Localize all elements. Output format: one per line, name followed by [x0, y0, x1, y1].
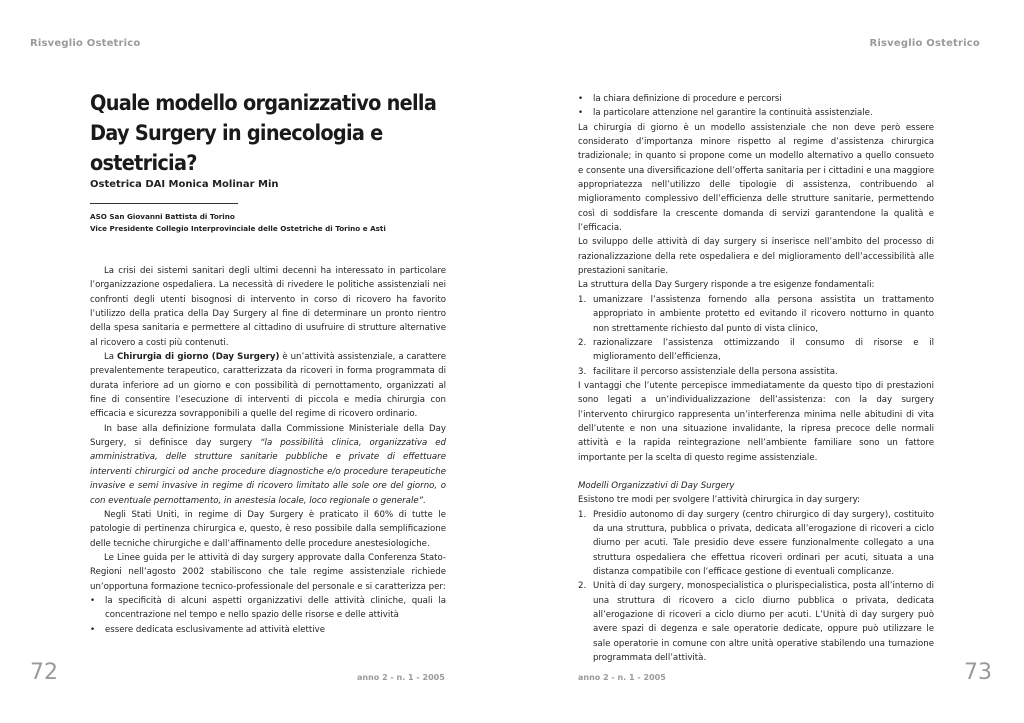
list-item [90, 623, 446, 637]
text-run: La [104, 352, 117, 363]
page-number-left: 72 [30, 660, 58, 685]
issue-info-right: anno 2 - n. 1 - 2005 [578, 673, 666, 682]
running-header-left: Risveglio Ostetrico [30, 38, 141, 49]
paragraph [90, 350, 446, 422]
paragraph: La crisi dei sistemi sanitari degli ultimi decenni ha interessato in particolare l’organizzazione ospedaliera. La necessità di rivedere le politiche assistenziali nei confronti degli utenti bisognosi di intervento in corso di ricovero ha favorito l’utilizzo della pratica della Day Surgery al fine di determinare un pronto rientro della spesa sanitaria e permettere al cittadino di usufruire di strutture alternative al ricovero a costi più contenuti. [90, 266, 446, 348]
list-number: 2. [578, 337, 587, 348]
affiliation-line: ASO San Giovanni Battista di Torino [90, 212, 235, 221]
article-title: Quale modello organizzativo nella Day Surgery in ginecologia e ostetricia? [90, 91, 437, 175]
paragraph: Esistono tre modi per svolgere l’attività chirurgica in day surgery: [578, 495, 860, 506]
list-item [578, 365, 934, 379]
author-affiliation [90, 211, 386, 235]
bullet-list [90, 594, 446, 637]
quoted-definition: “la possibilità clinica, organizzativa ed amministrativa, delle strutture sanitarie pubbliche e private di effettuare interventi chirurgici od anche procedure diagnostiche e/o procedure terapeutiche invasive e semi invasive in regime di ricovero limitato alle sole ore del giorno, o con eventuale pernottamento, in anestesia locale, loco regionale o generale”. [90, 438, 446, 506]
list-item [578, 106, 934, 120]
list-item-text: facilitare il percorso assistenziale della persona assistita. [593, 366, 838, 377]
list-item [578, 508, 934, 580]
page-number-right: 73 [964, 660, 992, 685]
bullet-icon: • [90, 624, 96, 635]
list-item [578, 579, 934, 665]
paragraph: La struttura della Day Surgery risponde a tre esigenze fondamentali: [578, 280, 875, 291]
bullet-list [578, 92, 934, 121]
numbered-list [578, 508, 934, 666]
author-divider [90, 203, 238, 204]
list-number: 2. [578, 581, 587, 592]
section-heading: Modelli Organizzativi di Day Surgery [578, 480, 735, 491]
list-number: 1. [578, 294, 587, 305]
list-item-text: Unità di day surgery, monospecialistica o plurispecialistica, posta all’interno di una struttura di ricovero a ciclo diurno pubblica o privata, dedicata all’erogazione di ricoveri a ciclo diurno per acuti. L’Unità di day surgery può avere spazi di degenza e sale operatorie dedicate, oppure può utilizzare le sale operatorie in comune con altre unità operative stabilendo una turnazione programmata dell’attività. [593, 581, 934, 664]
list-item-text: Presidio autonomo di day surgery (centro chirurgico di day surgery), costituito da una struttura, pubblica o privata, dedicata all’erogazione di ricoveri a ciclo diurno per acuti. Tale presidio deve essere funzionalmente collegato a una struttura ospedaliera che effettua ricoveri ordinari per acuti, situata a una distanza compatibile con l’efficace gestione di eventuali complicanze. [593, 509, 934, 577]
paragraph [90, 422, 446, 508]
list-item [578, 92, 934, 106]
list-item-text: la specificità di alcuni aspetti organizzativi delle attività cliniche, quali la concentrazione nel tempo e nello spazio delle risorse e delle attività [105, 595, 446, 621]
bullet-icon: • [90, 595, 96, 606]
text-run: è un’attività assistenziale, a carattere prevalentemente terapeutico, caratterizzata da ricoveri in forma programmata di durata inferiore ad un giorno e con possibilità di pernottamento, organizzati al fine di consentire l’esecuzione di interventi di piccola e media chirurgia con efficacia e sicurezza sovrapponibili a quelle del regime di ricovero ordinario. [90, 352, 446, 420]
list-number: 1. [578, 509, 587, 520]
bullet-icon: • [578, 108, 584, 119]
text-run: In base alla definizione formulata dalla Commissione Ministeriale della Day Surgery, si definisce day surgery [90, 423, 446, 449]
article-author: Ostetrica DAI Monica Molinar Min [90, 179, 279, 190]
left-column [90, 264, 446, 637]
paragraph: La chirurgia di giorno è un modello assistenziale che non deve però essere considerato d’importanza minore rispetto al regime d’assistenza chirurgica tradizionale; in quanto si propone come un modello alternativo a quello consueto e consente una diversificazione dell’offerta sanitaria per i cittadini e una maggiore appropriatezza nell’utilizzo delle tipologie di assistenza, contribuendo al miglioramento complessivo dell’efficienza delle strutture sanitarie, permettendo così di soddisfare la crescente domanda di servizi garantendone la qualità e l’efficacia. [578, 122, 934, 234]
list-item [90, 594, 446, 623]
bold-term: Chirurgia di giorno (Day Surgery) [116, 352, 280, 363]
list-item-text: umanizzare l’assistenza fornendo alla persona assistita un trattamento appropriato in ambiente protetto ed evitando il ricovero notturno in quanto non strettamente richiesto dal punto di vista clinico, [593, 294, 934, 334]
paragraph: Le Linee guida per le attività di day surgery approvate dalla Conferenza Stato-Regioni nell’agosto 2002 stabiliscono che tale regime assistenziale richiede un’opportuna formazione tecnico-professionale del personale e si caratterizza per: [90, 552, 446, 592]
affiliation-line: Vice Presidente Collegio Interprovinciale delle Ostetriche di Torino e Asti [90, 224, 386, 233]
list-item-text: la particolare attenzione nel garantire la continuità assistenziale. [593, 108, 873, 119]
paragraph: Lo sviluppo delle attività di day surgery si inserisce nell’ambito del processo di razionalizzazione della rete ospedaliera e del miglioramento dell’accessibilità alle prestazioni sanitarie. [578, 237, 934, 277]
issue-info-left: anno 2 - n. 1 - 2005 [357, 673, 445, 682]
paragraph: I vantaggi che l’utente percepisce immediatamente da questo tipo di prestazioni sono legati a un’individualizzazione dell’assistenza: con la day surgery l’intervento chirurgico rappresenta un’interferenza minima nelle abitudini di vita dell’utente e non una situazione invalidante, la ripresa precoce delle normali attività e la rapida reintegrazione nell’ambiente familiare sono un fattore importante per la scelta di questo regime assistenziale. [578, 380, 934, 463]
bullet-icon: • [578, 94, 584, 104]
list-item-text: razionalizzare l’assistenza ottimizzando il consumo di risorse e il miglioramento dell’efficienza, [593, 337, 934, 363]
list-item [578, 336, 934, 365]
list-item-text: essere dedicata esclusivamente ad attività elettive [105, 624, 326, 635]
list-item-text: la chiara definizione di procedure e percorsi [593, 94, 782, 104]
paragraph: Negli Stati Uniti, in regime di Day Surgery è praticato il 60% di tutte le patologie di pertinenza chirurgica e, questo, è reso possibile dalla semplificazione delle tecniche chirurgiche e dall’affinamento delle procedure anestesiologiche. [90, 509, 446, 549]
list-number: 3. [578, 366, 587, 377]
list-item [578, 293, 934, 336]
numbered-list [578, 293, 934, 379]
running-header-right: Risveglio Ostetrico [869, 38, 980, 49]
right-column [578, 92, 934, 665]
